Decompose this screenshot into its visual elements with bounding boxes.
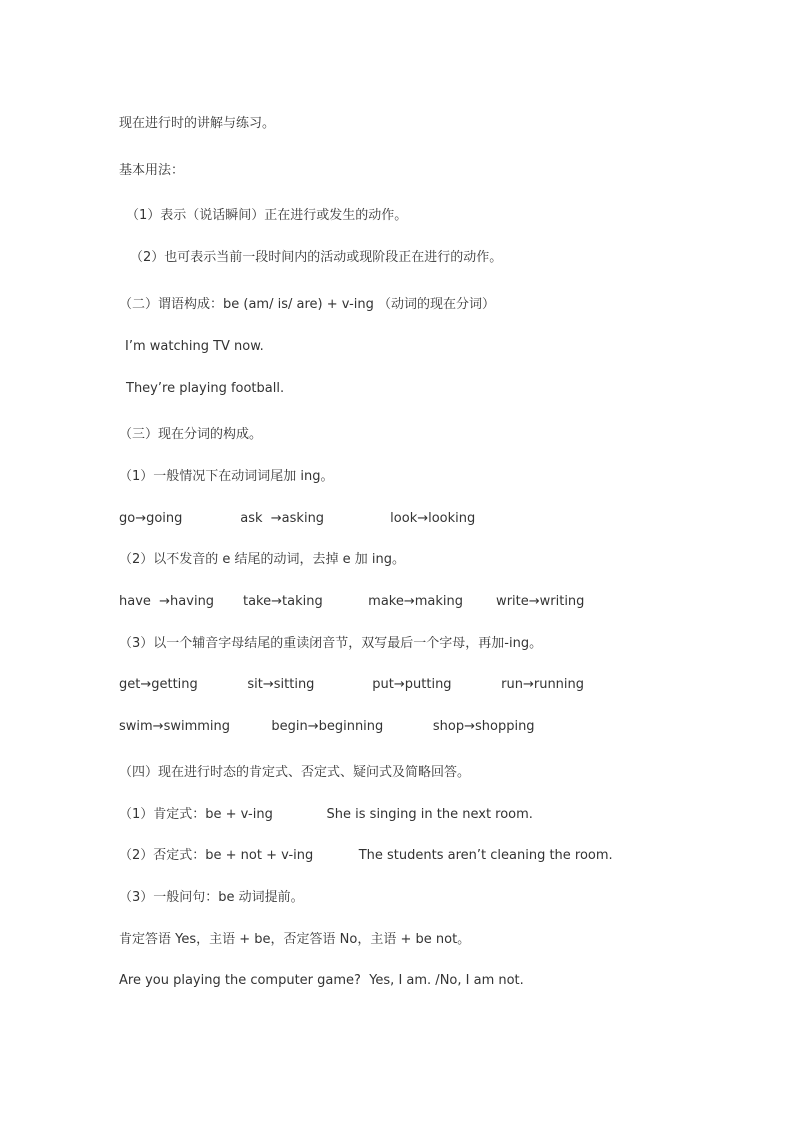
section-heading-basic-usage: 基本用法：: [119, 163, 185, 178]
rule-3: （3）以一个辅音字母结尾的重读闭音节，双写最后一个字母，再加-ing。: [119, 636, 543, 651]
rule-3-examples-1: get→getting sit→sitting put→putting run→running: [119, 677, 585, 692]
example-sentence-1: I’m watching TV now.: [125, 339, 264, 354]
document-title: 现在进行时的讲解与练习。: [119, 116, 276, 131]
usage-point-2: （2）也可表示当前一段时间内的活动或现阶段正在进行的动作。: [130, 250, 503, 265]
example-sentence-2: They’re playing football.: [126, 381, 285, 396]
short-answer-example: Are you playing the computer game? Yes, I am. /No, I am not.: [119, 973, 524, 988]
rule-1-examples: go→going ask →asking look→looking: [119, 511, 476, 526]
rule-3-examples-2: swim→swimming begin→beginning shop→shopping: [119, 719, 535, 734]
short-answer-rule: 肯定答语 Yes，主语 + be，否定答语 No，主语 + be not。: [119, 932, 471, 947]
form-negative: （2）否定式：be + not + v-ing The students aren’t cleaning the room.: [119, 848, 613, 863]
rule-1: （1）一般情况下在动词词尾加 ing。: [119, 469, 334, 484]
rule-2: （2）以不发音的 e 结尾的动词，去掉 e 加 ing。: [119, 552, 406, 567]
section-heading-predicate: （二）谓语构成：be (am/ is/ are) + v-ing （动词的现在分词）: [119, 297, 496, 312]
section-heading-forms: （四）现在进行时态的肯定式、否定式、疑问式及简略回答。: [119, 765, 471, 780]
form-question: （3）一般问句：be 动词提前。: [119, 890, 304, 905]
form-affirmative: （1）肯定式：be + v-ing She is singing in the next room.: [119, 807, 533, 822]
rule-2-examples: have →having take→taking make→making write→writing: [119, 594, 585, 609]
usage-point-1: （1）表示（说话瞬间）正在进行或发生的动作。: [126, 208, 408, 223]
section-heading-participle: （三）现在分词的构成。: [119, 427, 263, 442]
